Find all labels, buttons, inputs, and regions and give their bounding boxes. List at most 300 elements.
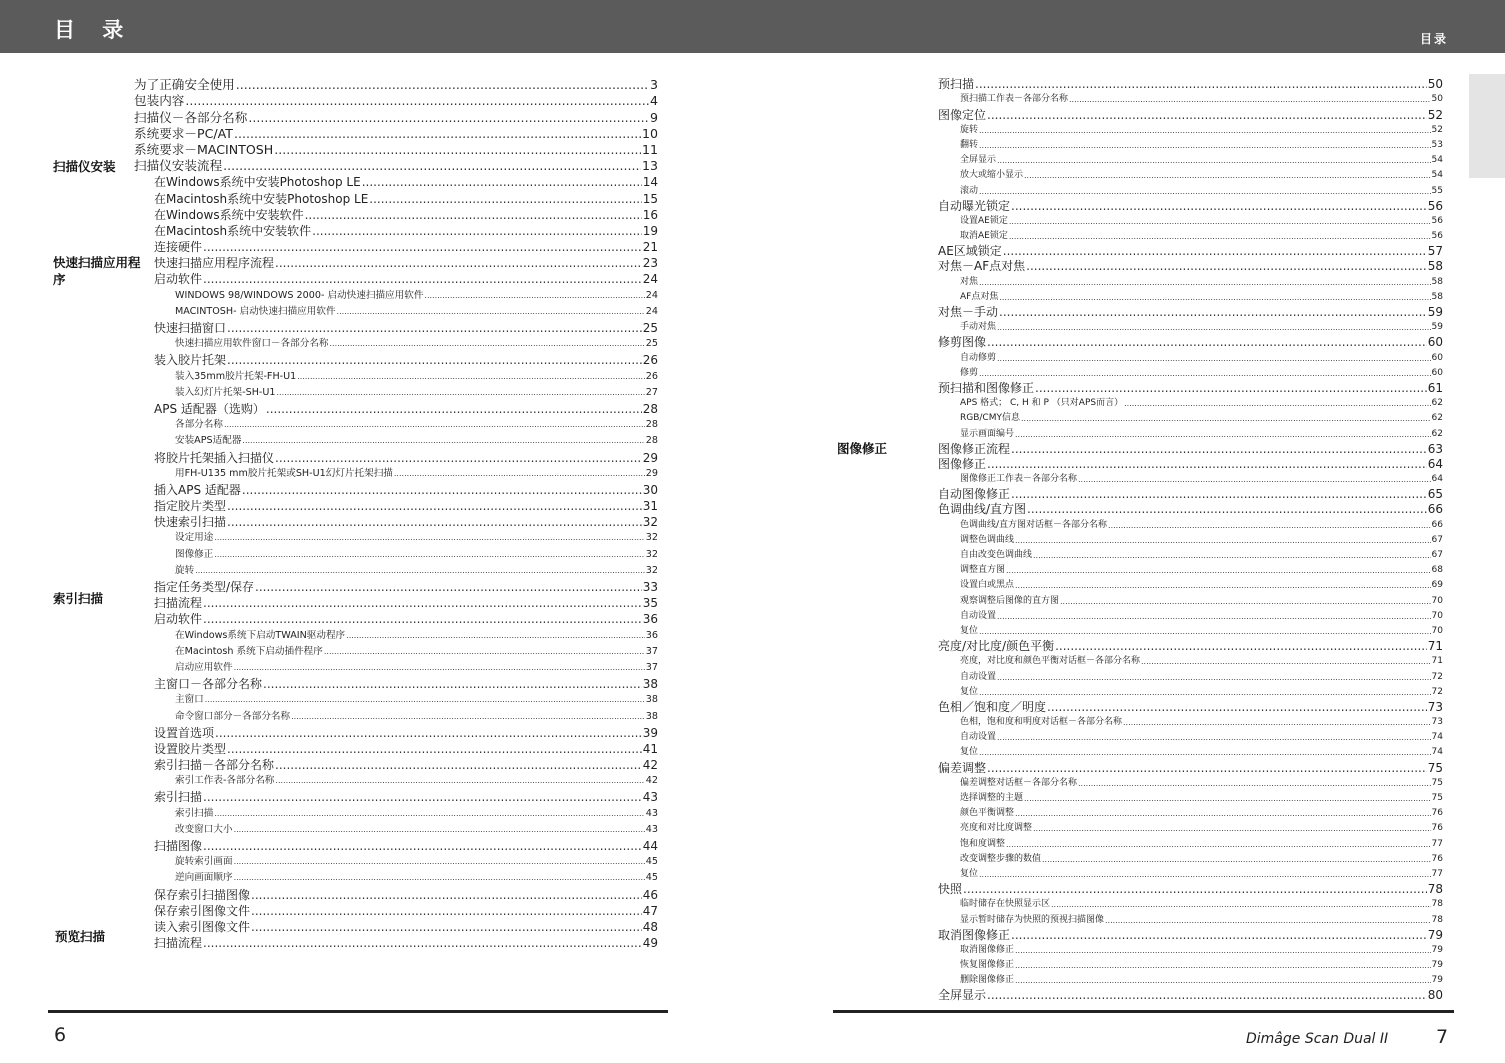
toc-leader-dots [346, 628, 645, 644]
toc-page-number: 46 [642, 887, 658, 902]
toc-entry[interactable] [134, 725, 658, 741]
toc-entry[interactable] [938, 366, 1443, 381]
toc-entry-title: 偏差调整对话框－各部分名称 [960, 777, 1078, 788]
toc-entry[interactable] [134, 142, 658, 158]
toc-page-number: 38 [645, 694, 658, 706]
toc-entry[interactable] [938, 472, 1443, 487]
toc-entry[interactable] [938, 487, 1443, 502]
toc-page-number: 15 [642, 191, 658, 206]
toc-entry-title: AE区域锁定 [938, 244, 1002, 259]
toc-entry[interactable] [134, 368, 658, 384]
running-title: 目录 [1419, 32, 1448, 46]
toc-entry[interactable] [134, 174, 658, 190]
toc-entry-title: 图像修正流程 [938, 441, 1011, 456]
toc-entry[interactable] [134, 320, 658, 336]
toc-entry-title: 系统要求－MACINTOSH [134, 141, 274, 157]
toc-entry-title: 指定胶片类型 [154, 499, 227, 514]
toc-page-number: 75 [1427, 760, 1443, 775]
toc-leader-dots [987, 761, 1427, 776]
toc-entry[interactable] [938, 199, 1443, 214]
toc-page-number: 43 [642, 790, 658, 805]
toc-entry[interactable] [134, 676, 658, 692]
toc-leader-dots [224, 417, 645, 433]
toc-page-number: 25 [645, 338, 658, 350]
toc-entry[interactable] [134, 822, 658, 838]
toc-entry-title: 在Macintosh系统中安装软件 [154, 223, 312, 238]
toc-entry-title: 保存索引图像文件 [154, 903, 251, 918]
toc-entry[interactable] [938, 685, 1443, 700]
toc-entry[interactable] [134, 239, 658, 255]
toc-entry[interactable] [134, 579, 658, 595]
toc-entry[interactable] [134, 352, 658, 368]
toc-entry-title: 装入胶片托架 [154, 353, 227, 368]
toc-leader-dots [979, 275, 1431, 290]
product-name: Dimâge Scan Dual II [1246, 1031, 1389, 1047]
toc-entry[interactable] [938, 411, 1443, 426]
toc-page-number: 14 [642, 175, 658, 190]
toc-entry[interactable] [938, 517, 1443, 532]
toc-page-number: 59 [1427, 305, 1443, 319]
section-label-quick-scan: 快速扫描应用程序 [53, 255, 141, 287]
toc-page-number: 3 [649, 77, 658, 93]
toc-page-number: 64 [1431, 474, 1443, 485]
toc-leader-dots [1108, 518, 1431, 533]
toc-leader-dots [234, 854, 645, 870]
toc-entry[interactable] [938, 578, 1443, 593]
toc-entry[interactable] [134, 692, 658, 708]
toc-entry[interactable] [938, 214, 1443, 229]
toc-entry[interactable] [938, 669, 1443, 684]
toc-page-number: 4 [649, 93, 658, 109]
toc-leader-dots [1011, 199, 1427, 214]
toc-page-number: 58 [1431, 291, 1443, 302]
toc-entry[interactable] [134, 838, 658, 854]
toc-page-number: 26 [642, 353, 658, 368]
toc-entry-title: 逆向画面顺序 [175, 872, 233, 884]
toc-entry[interactable] [938, 305, 1443, 320]
toc-page-number: 52 [1427, 107, 1443, 122]
toc-entry[interactable] [134, 498, 658, 514]
toc-page-number: 72 [1431, 671, 1443, 682]
page-title: 目 录 [54, 18, 134, 42]
toc-entry-title: 滚动 [960, 185, 979, 196]
toc-entry[interactable] [938, 912, 1443, 927]
toc-leader-dots [275, 757, 642, 773]
toc-entry[interactable] [134, 919, 658, 935]
toc-entry[interactable] [938, 654, 1443, 669]
toc-page-number: 24 [645, 289, 658, 301]
toc-entry-title: 扫描仪－各部分名称 [134, 109, 248, 125]
toc-entry[interactable] [938, 988, 1443, 1003]
toc-leader-dots [337, 304, 645, 320]
toc-page-number: 78 [1431, 899, 1443, 910]
toc-leader-dots [1006, 837, 1431, 852]
toc-entry-title: 修剪 [960, 367, 979, 378]
toc-page-number: 70 [1431, 625, 1443, 636]
toc-entry[interactable] [938, 745, 1443, 760]
toc-entry[interactable] [134, 287, 658, 303]
toc-entry[interactable] [938, 533, 1443, 548]
toc-entry-title: 自动修剪 [960, 352, 997, 363]
toc-entry[interactable] [938, 836, 1443, 851]
toc-entry[interactable] [938, 502, 1443, 517]
toc-entry[interactable] [134, 207, 658, 223]
toc-entry-title: 颜色平衡调整 [960, 808, 1015, 819]
toc-leader-dots [1078, 472, 1431, 487]
toc-entry[interactable] [938, 92, 1443, 107]
toc-leader-dots [214, 530, 644, 546]
toc-page-number: 27 [645, 386, 658, 398]
toc-leader-dots [1009, 214, 1431, 229]
toc-leader-dots [263, 676, 642, 692]
toc-leader-dots [1042, 852, 1431, 867]
toc-entry[interactable] [938, 624, 1443, 639]
toc-page-number: 62 [1431, 413, 1443, 424]
toc-leader-dots [1009, 229, 1431, 244]
toc-entry[interactable] [938, 153, 1443, 168]
toc-entry[interactable] [134, 660, 658, 676]
toc-leader-dots [275, 255, 642, 271]
toc-entry[interactable] [938, 958, 1443, 973]
toc-entry[interactable] [938, 123, 1443, 138]
toc-entry-title: 在Macintosh 系统下启动插件程序 [175, 645, 323, 657]
toc-page-number: 79 [1431, 960, 1443, 971]
toc-entry-title: 修剪图像 [938, 335, 987, 350]
toc-leader-dots [205, 692, 645, 708]
toc-page-number: 67 [1431, 534, 1443, 545]
toc-entry-title: 亮度和对比度调整 [960, 823, 1033, 834]
toc-entry[interactable] [938, 730, 1443, 745]
toc-entry-title: 快速扫描窗口 [154, 321, 227, 335]
toc-page-number: 62 [1431, 428, 1443, 439]
toc-page-number: 42 [642, 758, 658, 773]
toc-entry[interactable] [938, 290, 1443, 305]
toc-leader-dots [1124, 396, 1430, 411]
toc-entry-title: 扫描流程 [154, 596, 203, 611]
toc-entry-title: 旋转索引画面 [175, 856, 233, 868]
toc-page-number: 74 [1431, 747, 1443, 758]
toc-page-number: 56 [1431, 215, 1443, 226]
toc-leader-dots [251, 919, 642, 935]
toc-entry[interactable] [938, 381, 1443, 396]
toc-entry-title: APS 适配器（选购） [154, 401, 265, 416]
toc-entry-title: 设置首选项 [154, 725, 215, 740]
toc-entry-title: 复位 [960, 868, 979, 879]
toc-leader-dots [979, 867, 1431, 882]
toc-page-number: 42 [645, 775, 658, 787]
toc-page-number: 54 [1431, 155, 1443, 166]
toc-entry[interactable] [134, 886, 658, 902]
toc-page-number: 26 [645, 370, 658, 382]
toc-entry[interactable] [938, 229, 1443, 244]
toc-entry[interactable] [134, 190, 658, 206]
header-bar [0, 0, 1505, 53]
toc-entry[interactable] [134, 304, 658, 320]
toc-entry[interactable] [938, 776, 1443, 791]
toc-entry[interactable] [938, 183, 1443, 198]
toc-leader-dots [999, 305, 1427, 320]
toc-page-number: 32 [645, 532, 658, 544]
toc-leader-dots [324, 644, 645, 660]
toc-page-number: 58 [1427, 259, 1443, 274]
toc-entry[interactable] [134, 563, 658, 579]
toc-entry-title: 命令窗口部分－各部分名称 [175, 710, 291, 722]
toc-page-number: 79 [1431, 944, 1443, 955]
toc-page-number: 56 [1431, 231, 1443, 242]
toc-entry[interactable] [134, 401, 658, 417]
toc-page-number: 54 [1431, 170, 1443, 181]
toc-leader-dots [297, 369, 645, 385]
toc-entry-title: 取消AE锁定 [960, 231, 1008, 242]
toc-page-number: 11 [641, 141, 658, 157]
toc-entry-title: 图像修正 [175, 548, 214, 560]
toc-entry[interactable] [938, 396, 1443, 411]
toc-entry[interactable] [134, 627, 658, 643]
toc-leader-dots [979, 123, 1431, 138]
toc-entry[interactable] [134, 757, 658, 773]
toc-leader-dots [999, 290, 1430, 305]
toc-entry[interactable] [134, 449, 658, 465]
toc-entry[interactable] [134, 255, 658, 271]
toc-entry-title: 调整直方图 [960, 565, 1006, 576]
toc-entry[interactable] [134, 805, 658, 821]
toc-entry[interactable] [938, 320, 1443, 335]
toc-entry[interactable] [134, 77, 658, 93]
toc-entry[interactable] [134, 158, 658, 174]
section-label-image-correction: 图像修正 [837, 441, 888, 456]
toc-leader-dots [203, 239, 642, 255]
toc-page-number: 58 [1431, 276, 1443, 287]
toc-page-number: 38 [645, 710, 658, 722]
toc-entry[interactable] [938, 897, 1443, 912]
toc-entry[interactable] [938, 791, 1443, 806]
toc-entry-title: 全屏显示 [960, 155, 997, 166]
toc-entry[interactable] [938, 715, 1443, 730]
toc-leader-dots [1069, 92, 1431, 107]
toc-leader-dots [1021, 411, 1431, 426]
toc-entry-title: 亮度/对比度/颜色平衡 [938, 639, 1055, 654]
toc-page-number: 76 [1431, 853, 1443, 864]
toc-entry[interactable] [134, 223, 658, 239]
toc-entry-title: 显示画面编号 [960, 428, 1015, 439]
toc-page-number: 74 [1431, 732, 1443, 743]
toc-leader-dots [997, 670, 1431, 685]
toc-entry[interactable] [938, 593, 1443, 608]
toc-page-number: 59 [1431, 322, 1443, 333]
toc-entry[interactable] [938, 700, 1443, 715]
toc-leader-dots [203, 595, 642, 611]
toc-entry[interactable] [938, 244, 1443, 259]
toc-page-number: 49 [642, 936, 658, 951]
toc-entry[interactable] [134, 935, 658, 951]
toc-leader-dots [979, 745, 1431, 760]
toc-entry-title: 亮度，对比度和颜色平衡对话框－各部分名称 [960, 656, 1141, 667]
toc-page-number: 48 [642, 919, 658, 934]
toc-entry-title: 色相，饱和度和明度对话框－各部分名称 [960, 717, 1123, 728]
toc-page-number: 67 [1431, 550, 1443, 560]
toc-entry[interactable] [134, 466, 658, 482]
toc-page-number: 36 [645, 629, 658, 641]
toc-entry-title: 在Windows系统中安装软件 [154, 207, 304, 222]
toc-entry[interactable] [134, 271, 658, 287]
toc-entry[interactable] [938, 442, 1443, 457]
toc-page-number: 76 [1431, 808, 1443, 819]
toc-page-number: 9 [649, 109, 658, 125]
toc-entry[interactable] [938, 563, 1443, 578]
toc-entry[interactable] [134, 903, 658, 919]
toc-leader-dots [1033, 821, 1431, 836]
toc-entry-title: 删除图像修正 [960, 975, 1015, 986]
toc-entry-title: 指定任务类型/保存 [154, 580, 255, 594]
toc-entry[interactable] [938, 274, 1443, 289]
toc-leader-dots [203, 838, 642, 854]
toc-page-number: 60 [1427, 335, 1443, 350]
toc-entry-title: AF点对焦 [960, 291, 999, 302]
toc-entry[interactable] [134, 644, 658, 660]
toc-page-number: 70 [1431, 595, 1443, 606]
toc-leader-dots [195, 563, 645, 579]
toc-entry[interactable] [134, 514, 658, 530]
toc-leader-dots [227, 514, 642, 530]
toc-entry[interactable] [938, 928, 1443, 943]
toc-entry[interactable] [938, 426, 1443, 441]
toc-page-number: 60 [1431, 367, 1443, 378]
toc-entry[interactable] [938, 609, 1443, 624]
toc-leader-dots [987, 335, 1427, 350]
toc-entry[interactable] [134, 109, 658, 125]
toc-entry-title: 放大或缩小显示 [960, 170, 1024, 181]
toc-leader-dots [1015, 578, 1431, 593]
toc-page-number: 36 [642, 612, 658, 627]
toc-leader-dots [1060, 594, 1431, 609]
toc-entry-title: WINDOWS 98/WINDOWS 2000- 启动快速扫描应用软件 [175, 289, 424, 301]
toc-entry-title: 连接硬件 [154, 240, 203, 255]
toc-page-number: 33 [642, 580, 658, 594]
toc-entry-title: 对焦－手动 [938, 305, 999, 319]
toc-leader-dots [185, 93, 649, 109]
toc-page-number: 38 [642, 677, 658, 692]
toc-entry-title: 保存索引扫描图像 [154, 887, 251, 902]
toc-page-number: 75 [1431, 777, 1443, 788]
toc-leader-dots [214, 806, 644, 822]
toc-entry-title: 在Macintosh系统中安装Photoshop LE [154, 191, 369, 206]
toc-page-number: 10 [641, 125, 658, 141]
toc-page-number: 65 [1427, 487, 1443, 502]
toc-entry[interactable] [938, 168, 1443, 183]
toc-entry[interactable] [938, 943, 1443, 958]
toc-leader-dots [997, 609, 1431, 624]
toc-leader-dots [251, 887, 642, 903]
page-number-left: 6 [54, 1024, 67, 1046]
toc-entry[interactable] [938, 77, 1443, 92]
toc-entry-title: 索引扫描 [154, 790, 203, 805]
toc-page-number: 63 [1427, 441, 1443, 456]
toc-page-number: 24 [642, 272, 658, 287]
toc-page-number: 28 [645, 419, 658, 431]
toc-entry[interactable] [938, 259, 1443, 274]
toc-entry[interactable] [938, 138, 1443, 153]
toc-leader-dots [979, 624, 1431, 639]
toc-leader-dots [275, 450, 642, 466]
toc-page-number: 21 [642, 240, 658, 255]
toc-entry[interactable] [134, 870, 658, 886]
toc-page-number: 62 [1431, 398, 1443, 409]
toc-entry[interactable] [134, 773, 658, 789]
toc-entry[interactable] [938, 548, 1443, 563]
toc-entry-title: 色调曲线/直方图 [938, 502, 1027, 517]
toc-entry[interactable] [938, 760, 1443, 775]
toc-leader-dots [997, 320, 1431, 335]
toc-leader-dots [1026, 259, 1427, 274]
toc-entry-title: 装入35mm胶片托架-FH-U1 [175, 370, 297, 382]
toc-entry[interactable] [134, 611, 658, 627]
toc-entry-title: 设置白或黑点 [960, 580, 1015, 591]
toc-entry[interactable] [134, 126, 658, 142]
toc-entry[interactable] [938, 107, 1443, 122]
toc-entry[interactable] [938, 457, 1443, 472]
toc-entry[interactable] [134, 854, 658, 870]
toc-entry[interactable] [134, 417, 658, 433]
toc-entry-title: 对焦－AF点对焦 [938, 259, 1026, 274]
toc-entry[interactable] [938, 882, 1443, 897]
toc-entry[interactable] [134, 530, 658, 546]
toc-entry[interactable] [134, 595, 658, 611]
toc-leader-dots [1047, 700, 1427, 715]
toc-entry[interactable] [134, 385, 658, 401]
toc-page-number: 41 [642, 741, 658, 756]
toc-entry[interactable] [938, 335, 1443, 350]
toc-page-number: 77 [1431, 868, 1443, 879]
toc-entry[interactable] [134, 741, 658, 757]
toc-entry-title: 在Windows系统中安装Photoshop LE [154, 175, 361, 190]
toc-entry-title: 安装APS适配器 [175, 435, 242, 447]
toc-entry[interactable] [134, 789, 658, 805]
toc-entry[interactable] [134, 433, 658, 449]
toc-entry[interactable] [134, 708, 658, 724]
toc-entry-title: 主窗口 [175, 694, 204, 706]
toc-leader-dots [987, 457, 1427, 472]
toc-entry[interactable] [938, 867, 1443, 882]
toc-entry[interactable] [938, 806, 1443, 821]
toc-entry-title: 旋转 [960, 124, 979, 135]
toc-entry-title: 选择调整的主题 [960, 793, 1024, 803]
toc-leader-dots [251, 903, 642, 919]
toc-page-number: 61 [1427, 380, 1443, 395]
toc-leader-dots [203, 271, 642, 287]
toc-entry[interactable] [938, 350, 1443, 365]
toc-entry[interactable] [938, 973, 1443, 988]
section-label-index-scan: 索引扫描 [53, 591, 104, 606]
toc-entry[interactable] [134, 546, 658, 562]
toc-page-number: 79 [1431, 975, 1443, 986]
toc-leader-dots [424, 288, 644, 304]
toc-entry-title: 色调曲线/直方图对话框－各部分名称 [960, 519, 1108, 530]
toc-leader-dots [362, 174, 642, 190]
toc-entry[interactable] [134, 93, 658, 109]
toc-entry[interactable] [134, 336, 658, 352]
toc-leader-dots [1011, 487, 1427, 502]
toc-entry-title: 复位 [960, 747, 979, 758]
toc-entry-title: 在Windows系统下启动TWAIN驱动程序 [175, 629, 346, 641]
toc-entry[interactable] [938, 639, 1443, 654]
toc-page-number: 77 [1431, 838, 1443, 849]
toc-entry-title: 调整色调曲线 [960, 534, 1015, 545]
toc-entry-title: 自由改变色调曲线 [960, 550, 1033, 560]
toc-entry[interactable] [938, 821, 1443, 836]
toc-leader-dots [997, 153, 1431, 168]
toc-entry[interactable] [134, 482, 658, 498]
toc-entry[interactable] [938, 852, 1443, 867]
